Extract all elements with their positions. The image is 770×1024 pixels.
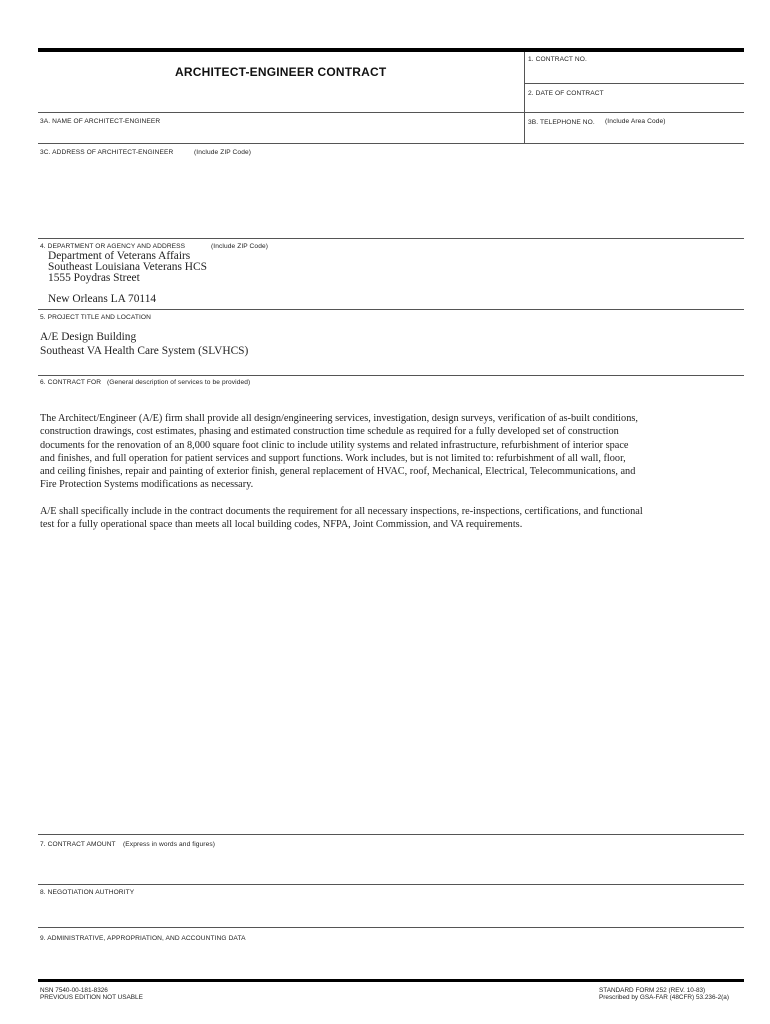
telephone-note: (Include Area Code) <box>605 118 666 125</box>
section-6-divider <box>38 375 744 376</box>
paragraph-line: test for a fully operational space than meets all local building codes, NFPA, Joint Commission, and VA requirements. <box>40 519 523 531</box>
standard-form-text: STANDARD FORM 252 (REV. 10-83) <box>599 987 706 994</box>
contract-for-note: (General description of services to be provided) <box>107 379 251 386</box>
description-paragraph-2 <box>40 505 720 532</box>
contract-no-divider <box>524 83 744 84</box>
form-title: ARCHITECT-ENGINEER CONTRACT <box>175 65 387 79</box>
paragraph-line: and ceiling finishes, repair and painting of exterior finish, general replacement of HVAC, roof, Mechanical, Electrical, Telecommunications, and <box>40 466 636 478</box>
department-note: (Include ZIP Code) <box>211 243 269 250</box>
description-paragraph-1 <box>40 412 720 492</box>
admin-label: 9. ADMINISTRATIVE, APPROPRIATION, AND ACCOUNTING DATA <box>40 935 246 942</box>
header-divider <box>524 52 525 143</box>
section-7-divider <box>38 834 744 835</box>
name-label: 3A. NAME OF ARCHITECT-ENGINEER <box>40 118 161 125</box>
previous-edition-text: PREVIOUS EDITION NOT USABLE <box>40 994 143 1001</box>
paragraph-line: A/E shall specifically include in the contract documents the requirement for all necessary inspections, re-inspections, certifications, and functional <box>40 506 643 517</box>
paragraph-line: documents for the renovation of an 8,000 square foot clinic to include utility systems and related infrastructure, refurbishment of interior space <box>40 439 629 451</box>
address-note: (Include ZIP Code) <box>194 149 252 156</box>
project-label: 5. PROJECT TITLE AND LOCATION <box>40 314 151 321</box>
contract-for-label: 6. CONTRACT FOR <box>40 379 102 386</box>
section-9-divider <box>38 927 744 928</box>
date-label: 2. DATE OF CONTRACT <box>528 90 604 97</box>
paragraph-line: and finishes, and full operation for patient services and support functions. Work includes, but is not limited to: refurbishment of all wall, floor, <box>40 452 626 464</box>
telephone-label: 3B. TELEPHONE NO. <box>528 119 595 126</box>
department-line: Southeast Louisiana Veterans HCS <box>48 261 207 273</box>
department-line: Department of Veterans Affairs <box>48 250 191 262</box>
section-3c-divider <box>38 143 744 144</box>
department-label: 4. DEPARTMENT OR AGENCY AND ADDRESS <box>40 243 186 250</box>
section-4-divider <box>38 238 744 239</box>
section-8-divider <box>38 884 744 885</box>
amount-label: 7. CONTRACT AMOUNT <box>40 841 116 848</box>
bottom-border <box>38 979 744 982</box>
project-line: Southeast VA Health Care System (SLVHCS) <box>40 345 249 357</box>
contract-no-label: 1. CONTRACT NO. <box>528 56 587 63</box>
paragraph-line: Fire Protection Systems modifications as necessary. <box>40 479 254 491</box>
negotiation-label: 8. NEGOTIATION AUTHORITY <box>40 889 135 896</box>
paragraph-line: The Architect/Engineer (A/E) firm shall provide all design/engineering services, investigation, design surveys, verification of as-built conditions, <box>40 413 638 424</box>
address-label: 3C. ADDRESS OF ARCHITECT-ENGINEER <box>40 149 174 156</box>
section-3a-divider <box>38 112 744 113</box>
department-line: 1555 Poydras Street <box>48 272 140 284</box>
section-5-divider <box>38 309 744 310</box>
nsn-text: NSN 7540-00-181-8326 <box>40 987 108 994</box>
paragraph-line: construction drawings, cost estimates, phasing and estimated construction time schedule as required for a fully developed set of construction <box>40 426 619 438</box>
project-line: A/E Design Building <box>40 331 137 343</box>
amount-note: (Express in words and figures) <box>123 841 216 848</box>
top-border <box>38 48 744 52</box>
department-city: New Orleans LA 70114 <box>48 293 157 305</box>
prescribed-text: Prescribed by GSA-FAR (48CFR) 53.236-2(a) <box>599 994 729 1001</box>
